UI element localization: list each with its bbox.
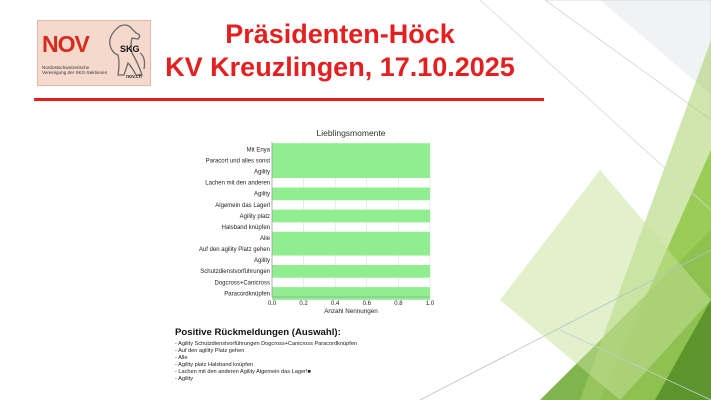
- bar-chart: [160, 125, 450, 315]
- logo-url: nov.ch: [126, 74, 142, 80]
- y-tick-label: Dogcross+Canicross: [214, 280, 270, 287]
- y-tick-label: Agility: [253, 258, 270, 265]
- feedback-item: - Agility platz Halsband knüpfen: [175, 362, 254, 369]
- bar: [272, 243, 430, 256]
- y-tick-label: Alle: [259, 235, 270, 242]
- bar: [272, 154, 430, 167]
- bar: [272, 287, 430, 300]
- y-tick-label: Algemein das Lagerl: [215, 202, 270, 209]
- y-tick-label: Agility: [253, 169, 270, 176]
- bar: [272, 187, 430, 200]
- chart-title: Lieblingsmomente: [316, 128, 386, 138]
- y-tick-label: Agility: [253, 191, 270, 198]
- y-tick-label: Lachen mit den anderen: [205, 180, 270, 187]
- logo-skg-text: SKG: [120, 44, 140, 54]
- bar: [272, 165, 430, 178]
- x-tick-label: 0.6: [362, 301, 371, 307]
- bar: [272, 232, 430, 245]
- y-tick-label: Schutzdienstvorführungen: [200, 269, 270, 276]
- feedback-item: - Alle: [175, 355, 188, 362]
- y-tick-label: Paracordknüpfen: [224, 291, 270, 298]
- logo-subtitle: Nordostschweizerische Vereinigung der SKG-Sektionen: [42, 65, 108, 76]
- x-tick-label: 0.0: [267, 301, 277, 307]
- page-title-line1: Präsidenten-Höck: [225, 19, 455, 49]
- bar: [272, 143, 430, 156]
- y-tick-label: Auf den agility Platz gehen: [198, 247, 270, 254]
- y-tick-label: Mit Enya: [246, 147, 270, 154]
- feedback-title: Positive Rückmeldungen (Auswahl):: [175, 327, 341, 338]
- x-axis-label: Anzahl Nennungen: [324, 308, 378, 315]
- x-tick-label: 0.4: [331, 301, 340, 307]
- x-tick-label: 1.0: [425, 301, 435, 307]
- title-divider: [34, 98, 544, 101]
- y-tick-label: Agility platz: [239, 213, 270, 220]
- y-tick-label: Halsband knüpfen: [221, 224, 270, 231]
- x-tick-label: 0.2: [299, 301, 308, 307]
- bar: [272, 265, 430, 278]
- feedback-item: - Agility: [175, 376, 194, 383]
- bar: [272, 210, 430, 223]
- page-title-line2: KV Kreuzlingen, 17.10.2025: [165, 52, 515, 82]
- feedback-item: - Auf den agility Platz gehen: [175, 348, 245, 355]
- x-tick-label: 0.8: [394, 301, 403, 307]
- feedback-list: [175, 341, 357, 384]
- logo-nov-text: NOV: [42, 31, 89, 57]
- feedback-item: - Lachen mit den anderen Agility Algemein das Lager!■: [175, 369, 311, 376]
- logo: [37, 20, 151, 86]
- feedback-item: - Agility Schutzdienstvorführungen Dogcross+Canicross Paracordknüpfen: [175, 341, 358, 347]
- y-tick-label: Paracort und alles sonst: [205, 158, 270, 165]
